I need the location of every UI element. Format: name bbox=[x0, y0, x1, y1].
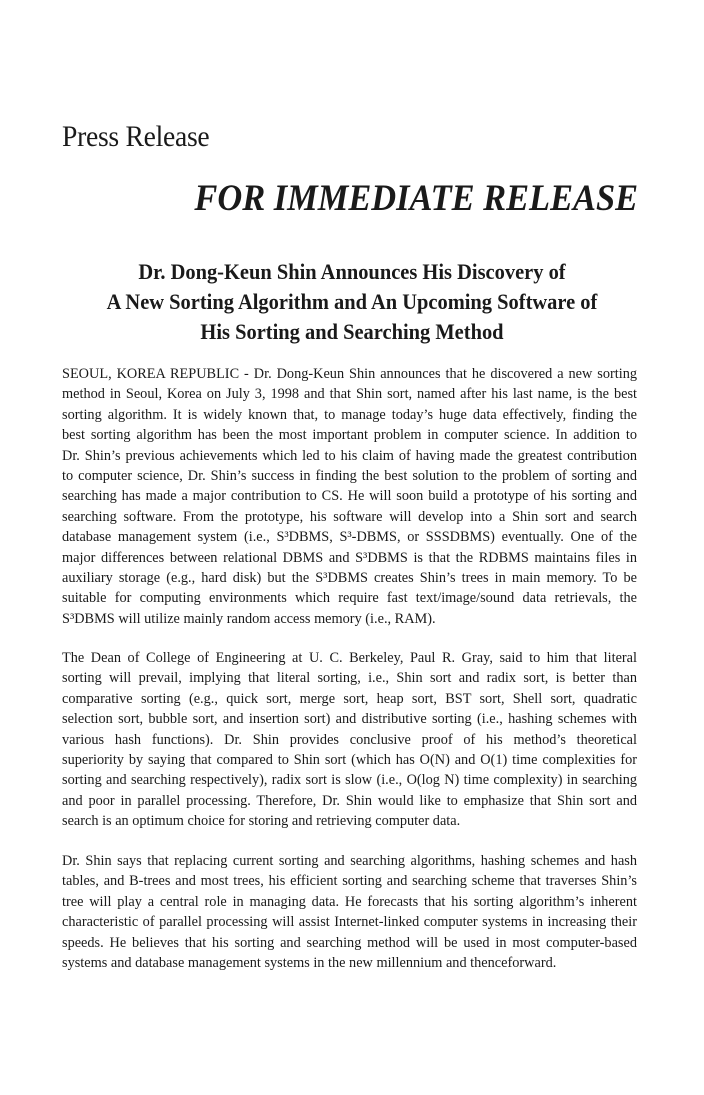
paragraph-announcement bbox=[62, 364, 637, 629]
headline-line: A New Sorting Algorithm and An Upcoming Software of bbox=[106, 289, 598, 314]
paragraph-line: and poor in parallel processing. Therefore, Dr. Shin would like to emphasize that Shin sort and bbox=[62, 792, 637, 809]
paragraph-line: speeds. He believes that his sorting and searching method will be used in most computer-based bbox=[62, 934, 637, 951]
paragraph-line: search is an optimum choice for storing and retrieving computer data. bbox=[62, 813, 461, 830]
paragraph-line: searching software. From the prototype, his software will develop into a Shin sort and search bbox=[62, 508, 637, 525]
paragraph-line: SEOUL, KOREA REPUBLIC - Dr. Dong-Keun Shin announces that he discovered a new sorting bbox=[62, 366, 637, 382]
headline bbox=[40, 257, 664, 347]
paragraph-line: superiority by saying that compared to Shin sort (which has O(N) and O(1) time complexities for bbox=[62, 752, 637, 769]
paragraph-line: comparative sorting (e.g., quick sort, merge sort, heap sort, BST sort, Shell sort, quadratic bbox=[62, 690, 637, 707]
paragraph-line: tree will play a central role in managing data. He forecasts that his sorting algorithm’s inherent bbox=[62, 893, 637, 910]
release-notice: FOR IMMEDIATE RELEASE bbox=[194, 178, 638, 219]
paragraph-line: auxiliary storage (e.g., hard disk) but the S³DBMS creates Shin’s trees in main memory. To be bbox=[62, 570, 637, 587]
paragraph-line: selection sort, bubble sort, and insertion sort) and distributive sorting (i.e., hashing schemes with bbox=[62, 711, 637, 728]
paragraph-line: S³DBMS will utilize mainly random access memory (i.e., RAM). bbox=[62, 610, 436, 627]
paragraph-line: database management system (i.e., S³DBMS, S³-DBMS, or SSSDBMS) eventually. One of the bbox=[62, 529, 637, 546]
paragraph-dean-statement bbox=[62, 648, 637, 832]
paragraph-line: systems and database management systems in the new millennium and thenceforward. bbox=[62, 955, 557, 972]
paragraph-line: major differences between relational DBMS and S³DBMS is that the RDBMS maintains files in bbox=[62, 549, 637, 566]
paragraph-forecast bbox=[62, 851, 637, 973]
paragraph-line: sorting algorithm. It is widely known that, to manage today’s huge data effectively, finding the bbox=[62, 406, 637, 423]
paragraph-line: best sorting algorithm has been the most important problem in computer science. In addition to bbox=[62, 427, 637, 444]
paragraph-line: searching has made a major contribution to CS. He will soon build a prototype of his sorting and bbox=[62, 488, 637, 505]
paragraph-line: to computer science, Dr. Shin’s success in finding the best solution to the problem of sorting and bbox=[62, 468, 637, 485]
paragraph-line: sorting will prevail, implying that literal sorting, i.e., Shin sort and radix sort, is better than bbox=[62, 670, 637, 687]
paragraph-line: Dr. Shin’s previous achievements which led to his claim of having made the greatest contribution bbox=[62, 447, 637, 464]
paragraph-line: various hash functions). Dr. Shin provides conclusive proof of his method’s theoretical bbox=[62, 731, 637, 748]
paragraph-line: tables, and B-trees and most trees, his efficient sorting and searching scheme that traverses Shin’s bbox=[62, 873, 637, 890]
headline-line: His Sorting and Searching Method bbox=[200, 319, 504, 344]
document-label: Press Release bbox=[62, 120, 210, 153]
paragraph-line: The Dean of College of Engineering at U. C. Berkeley, Paul R. Gray, said to him that literal bbox=[62, 650, 637, 666]
paragraph-line: suitable for computing environments which require fast text/image/sound data retrievals, the bbox=[62, 590, 637, 607]
paragraph-line: sorting and searching respectively), radix sort is slow (i.e., O(log N) time complexity) in searching bbox=[62, 772, 637, 789]
paragraph-line: method in Seoul, Korea on July 3, 1998 and that Shin sort, named after his last name, is the best bbox=[62, 386, 637, 403]
paragraph-line: characteristic of parallel processing will assist Internet-linked computer systems in increasing their bbox=[62, 914, 637, 931]
headline-line: Dr. Dong-Keun Shin Announces His Discovery of bbox=[138, 259, 566, 284]
paragraph-line: Dr. Shin says that replacing current sorting and searching algorithms, hashing schemes and hash bbox=[62, 853, 637, 869]
